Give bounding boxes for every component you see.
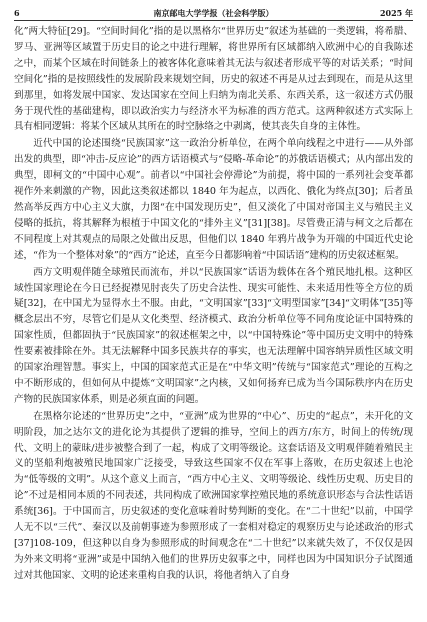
- paragraph: 在黑格尔论述的“世界历史”之中，“亚洲”成为世界的“中心”、历史的“起点”，未开化的文明阶段，加之达尔文的进化论为其提供了逻辑的推导，空间上的西方/东方，时间上的传统/现代、文明上的蒙昧/进步被整合到了一起，构成了文明等级论。这套话语及文明观伴随着殖民主义的坚船利炮被殖民地国家广泛接受，导致这些国家不仅在军事上落败，在历史叙述上也沦为“低等级的文明”。从这个意义上而言，“西方中心主义、文明等级论、线性历史观、历史目的论”不过是相同本质的不同表述，共同构成了欧洲国家掌控殖民地的系统意识形态与合法性话语系统[36]。于中国而言，历史叙述的变化意味着时势判断的变化。在“二十世纪”以前，中国学人无不以“三代”、秦汉以及前朝事迹为参照形成了一套相对稳定的观察历史与论述政治的形式[37]108-109，但这种以自身为参照形成的时间观念在“二十世纪”以来就失效了，不仅仅是因为外来文明将“亚洲”或是中国纳入他们的世界历史叙事之中，同样也因为中国知识分子试图通过对其他国家、文明的论述来重构自我的认识，将他者纳入了自身: [14, 410, 413, 581]
- journal-title: 南京邮电大学学报（社会科学版）: [153, 8, 274, 18]
- running-header: [14, 6, 413, 20]
- article-body: [14, 24, 413, 585]
- header-year: 2025 年: [379, 8, 413, 18]
- header-rule: [14, 20, 413, 21]
- paragraph: 西方文明观伴随全球殖民而流布，并以“民族国家”话语为载体在各个殖民地扎根。这种区域性国家理论在今日已经捉襟见肘丧失了历史合法性、现实可能性、未来适用性等全方位的质疑[32]，在中国尤为显得水土不服。由此，“文明国家”[33]“文明型国家”[34]“文明体”[35]等概念层出不穷，尽管它们是从文化类型、经济模式、政治分析单位等不同角度论证中国特殊的国家性质，但都固执于“民族国家”的叙述框架之中，以“中国特殊论”等中国历史文明中的特殊性要素被排除在外。其无法解释中国多民族共存的事实，也无法理解中国容纳异质性区域文明的国家治理智慧。事实上，中国的国家范式正是在“中华文明”传统与“国家范式”理论的互构之中不断形成的，但如何从中提炼“文明国家”之内核，又如何扬弃已成为当今国际秩序内在历史产物的民族国家体系，则是必须直面的问题。: [14, 266, 413, 405]
- paragraph: 近代中国的论述围绕“民族国家”这一政治分析单位，在两个单向线程之中进行——从外部出发的典型，即“冲击-反应论”的西方话语模式与“侵略-革命论”的苏俄话语模式；从内部出发的典型，即柯文的“中国中心观”。前者以“中国社会停滞论”为前提，将中国的一系列社会变革都视作外来刺激的产物，因此这类叙述都以 1840 年为起点，以西化、俄化为终点[30]；后者虽然高举反西方中心主义大旗，力图“在中国发现历史”，但又淡化了中国对帝国主义与殖民主义侵略的抵抗，将其解释为根植于中国文化的“排外主义”[31][38]。尽管费正清与柯文之后都在不同程度上对其观点的局限之处做出反思，但他们以 1840 年鸦片战争为开端的中国近代史论述，“作为一个整体对象”的“西方”论述，直至今日都影响着“中国话语”建构的历史叙述框架。: [14, 138, 413, 261]
- paragraph: 化”两大特征[29]。“空间时间化”指的是以黑格尔“世界历史”叙述为基础的一类逻辑，将希腊、罗马、亚洲等区域置于历史目的论之中进行理解，将世界所有区域都纳入欧洲中心的自我陈述之中，而某个区域在时间链条上的被客体化意味着其无法与叙述者形成平等的对话关系；“时间空间化”指的是按照线性的发展阶段来规划空间，历史的叙述不再是从过去到现在，而是从这里到那里，如将发展中国家、发达国家在空间上归纳为南北关系、东西关系，这一叙述方式仍服务于现代性的基础建构，即以政治实力与经济水平为标准的西方范式。这两种叙述方式实际上具有相同逻辑：将某个区域从其所在的时空脉络之中剥离，使其丧失自身的主体性。: [14, 26, 413, 133]
- page-number: 6: [14, 8, 20, 18]
